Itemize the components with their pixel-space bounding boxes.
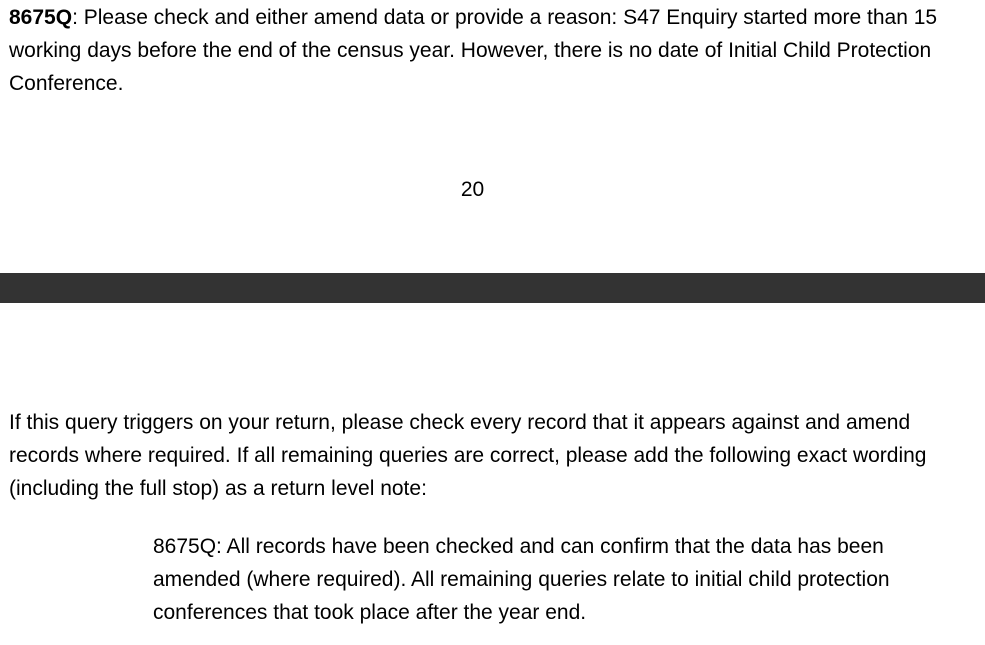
query-code: 8675Q — [9, 6, 73, 29]
query-text: : Please check and either amend data or provide a reason: S47 Enquiry started more than 15 working days before the end of the census year. However, there is no date of Initial Child Protection Conference. — [9, 6, 938, 95]
instruction-paragraph: If this query triggers on your return, please check every record that it appears against and amend records where required. If all remaining queries are correct, please add the following exact wording (including the full stop) as a return level note: — [9, 411, 927, 500]
query-description — [9, 1, 979, 100]
page-number: 20 — [460, 178, 485, 201]
return-level-note: 8675Q: All records have been checked and can confirm that the data has been amended (where required). All remaining queries relate to initial child protection conferences that took place after the year end. — [153, 535, 890, 624]
page-break-divider — [0, 273, 985, 303]
